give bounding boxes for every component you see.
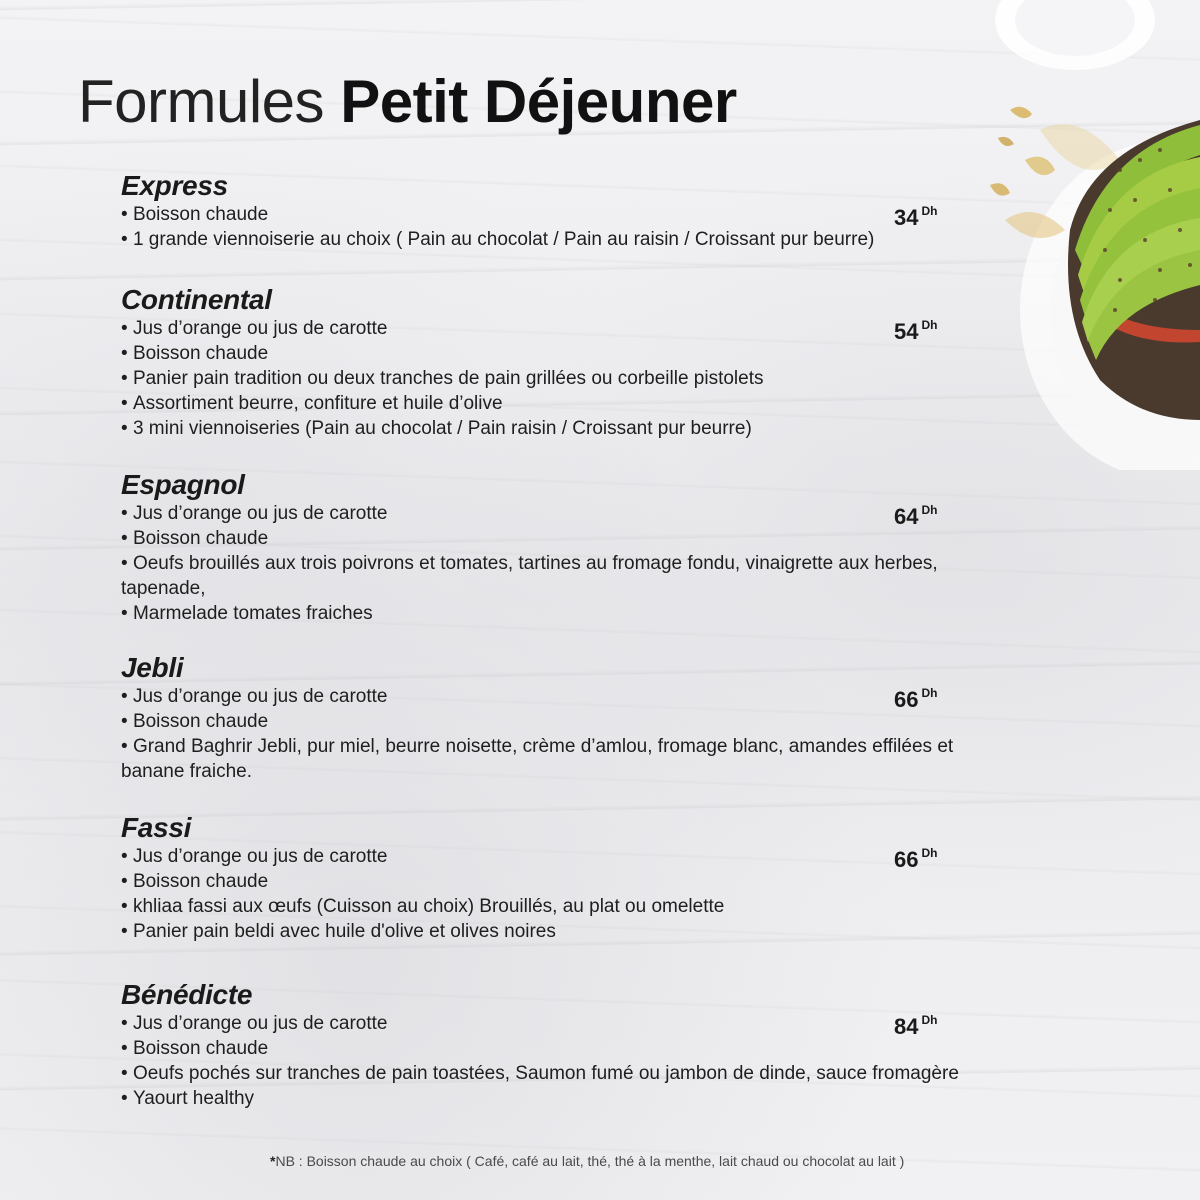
price-currency: Dh — [921, 318, 938, 332]
section-express — [121, 170, 961, 252]
price-value: 84 — [894, 1014, 919, 1039]
list-item: • Jus d’orange ou jus de carotte — [121, 501, 961, 526]
list-item: • Jus d’orange ou jus de carotte — [121, 684, 961, 709]
list-item: • Boisson chaude — [121, 869, 961, 894]
list-item: • Boisson chaude — [121, 709, 961, 734]
avocado-toast-image — [970, 90, 1200, 470]
section-name: Bénédicte — [121, 979, 253, 1010]
list-item: • 3 mini viennoiseries (Pain au chocolat / Pain raisin / Croissant pur beurre) — [121, 416, 961, 441]
item-list — [121, 202, 961, 252]
list-item: • Assortiment beurre, confiture et huile d’olive — [121, 391, 961, 416]
price — [894, 686, 937, 713]
list-item: • Marmelade tomates fraiches — [121, 601, 961, 626]
list-item: • Yaourt healthy — [121, 1086, 961, 1111]
section-espagnol — [121, 469, 961, 626]
item-list — [121, 501, 961, 626]
list-item: • Oeufs brouillés aux trois poivrons et tomates, tartines au fromage fondu, vinaigrette aux herbes, tapenade, — [121, 551, 961, 601]
price-value: 66 — [894, 687, 919, 712]
list-item: • Oeufs pochés sur tranches de pain toastées, Saumon fumé ou jambon de dinde, sauce fromagère — [121, 1061, 961, 1086]
list-item: • Panier pain beldi avec huile d'olive et olives noires — [121, 919, 961, 944]
list-item: • Boisson chaude — [121, 202, 961, 227]
list-item: • 1 grande viennoiserie au choix ( Pain au chocolat / Pain au raisin / Croissant pur beurre) — [121, 227, 961, 252]
section-name: Espagnol — [121, 469, 245, 500]
list-item: • Panier pain tradition ou deux tranches de pain grillées ou corbeille pistolets — [121, 366, 961, 391]
list-item: • Jus d’orange ou jus de carotte — [121, 844, 961, 869]
list-item: • Boisson chaude — [121, 526, 961, 551]
price-currency: Dh — [921, 686, 938, 700]
item-list — [121, 844, 961, 944]
section-jebli — [121, 652, 961, 784]
item-list — [121, 316, 961, 441]
price — [894, 318, 937, 345]
title-light: Formules — [78, 68, 325, 135]
price-value: 64 — [894, 504, 919, 529]
item-list — [121, 684, 961, 784]
item-list — [121, 1011, 961, 1111]
price-value: 54 — [894, 319, 919, 344]
page-title — [78, 64, 737, 140]
title-bold: Petit Déjeuner — [340, 68, 737, 135]
section-benedicte — [121, 979, 961, 1111]
section-name: Jebli — [121, 652, 184, 683]
section-name: Continental — [121, 284, 272, 315]
price-currency: Dh — [921, 204, 938, 218]
price — [894, 1013, 937, 1040]
section-name: Express — [121, 170, 228, 201]
footnote — [270, 1153, 904, 1169]
section-name: Fassi — [121, 812, 192, 843]
price-currency: Dh — [921, 503, 938, 517]
price — [894, 204, 937, 231]
price-currency: Dh — [921, 1013, 938, 1027]
section-fassi — [121, 812, 961, 944]
cup-image — [990, 0, 1160, 80]
list-item: • Grand Baghrir Jebli, pur miel, beurre noisette, crème d’amlou, fromage blanc, amandes effilées et banane fraiche. — [121, 734, 961, 784]
price — [894, 846, 937, 873]
footnote-star: * — [270, 1153, 276, 1169]
list-item: • Boisson chaude — [121, 341, 961, 366]
price-value: 34 — [894, 205, 919, 230]
list-item: • Jus d’orange ou jus de carotte — [121, 316, 961, 341]
price-value: 66 — [894, 847, 919, 872]
section-continental — [121, 284, 961, 441]
price-currency: Dh — [921, 846, 938, 860]
list-item: • Jus d’orange ou jus de carotte — [121, 1011, 961, 1036]
list-item: • khliaa fassi aux œufs (Cuisson au choix) Brouillés, au plat ou omelette — [121, 894, 961, 919]
price — [894, 503, 937, 530]
list-item: • Boisson chaude — [121, 1036, 961, 1061]
footnote-text: NB : Boisson chaude au choix ( Café, café au lait, thé, thé à la menthe, lait chaud ou chocolat au lait ) — [275, 1153, 905, 1169]
